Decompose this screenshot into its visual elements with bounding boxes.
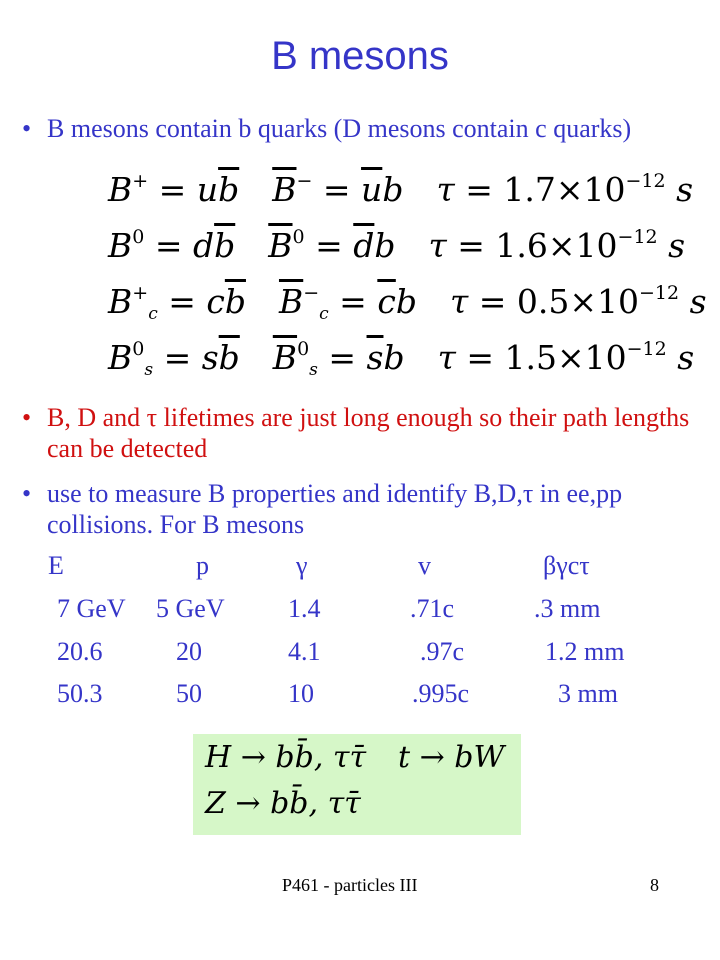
table-cell: .71c [410,594,455,623]
table-cell: 1.4 [288,594,321,623]
table-header: p [196,551,209,580]
lifetime-exponent: −12 [638,282,680,304]
quark: u [196,170,219,209]
quark: d [193,226,215,265]
page-number: 8 [650,875,659,895]
quark: c [206,282,225,321]
meson-subscript: c [319,304,329,324]
table-cell: 1.2 mm [545,637,625,666]
antiquark: $\overline{b}$ [214,226,236,265]
spacer [405,338,438,377]
antiquark: $\overline{s}$ [366,338,384,377]
equals-sign: = [312,170,362,209]
table-cell: .3 mm [534,594,601,623]
tau-symbol: τ [436,170,455,209]
decay-z: Z → bb̄, ττ̄ [205,786,361,821]
tau-symbol: τ [437,338,456,377]
spacer [417,282,450,321]
spacer [240,338,273,377]
equation-row [108,226,685,265]
meson-charge: + [132,170,149,192]
lifetime-value: = 1.7×10 [454,170,626,209]
lifetime-exponent: −12 [625,170,666,192]
antiquark: $\overline{b}$ [224,282,246,321]
table-cell: 50 [176,679,202,708]
table-header: E [48,551,64,580]
meson-charge: 0 [292,226,305,248]
antiquark: $\overline{u}$ [361,170,383,209]
quark: b [374,226,396,265]
meson-subscript: s [144,360,154,380]
table-cell: 10 [288,679,314,708]
equals-sign: = [328,282,378,321]
page-title: B mesons [271,34,449,78]
lifetime-unit: s [666,338,695,377]
antiquark: $\overline{c}$ [377,282,396,321]
decay-h: H → bb̄, ττ̄ [205,740,367,775]
footer-course: P461 - particles III [282,875,418,895]
bullet-dot: • [22,479,32,508]
table-cell: .995c [412,679,470,708]
table-cell: .97c [420,637,465,666]
meson-symbol: B [108,226,133,265]
spacer [396,226,429,265]
table-header: βγcτ [543,551,590,580]
antiquark: $\overline{b}$ [218,170,240,209]
meson-charge: − [296,170,313,192]
table-header: γ [296,551,308,580]
equation-row [108,170,693,209]
table-cell: 3 mm [558,679,618,708]
equals-sign: = [144,226,193,265]
lifetime-exponent: −12 [626,338,667,360]
equals-sign: = [317,338,367,377]
meson-charge: 0 [132,226,145,248]
meson-subscript: c [148,304,158,324]
table-cell: 5 GeV [156,594,225,623]
lifetime-unit: s [665,170,694,209]
bullet-dot: • [22,114,32,143]
antimeson-symbol: $\overline{B}$ [272,338,298,377]
quark: b [382,170,404,209]
meson-charge: 0 [132,338,145,360]
antiquark: $\overline{d}$ [353,226,375,265]
decay-t: t → bW [398,740,505,775]
meson-symbol: B [108,338,133,377]
antimeson-symbol: $\overline{B}$ [268,226,293,265]
table-cell: 50.3 [57,679,103,708]
quark: s [201,338,219,377]
meson-charge: 0 [297,338,310,360]
equals-sign: = [153,338,202,377]
table-cell: 20.6 [57,637,103,666]
bullet-text: B mesons contain b quarks (D mesons contain c quarks) [47,114,632,143]
antimeson-symbol: $\overline{B}$ [278,282,304,321]
equals-sign: = [157,282,207,321]
lifetime-value: = 1.5×10 [455,338,627,377]
quark: b [383,338,405,377]
meson-symbol: B [108,282,133,321]
decay-box [193,734,521,835]
spacer [246,282,279,321]
meson-subscript: s [309,360,318,380]
table-cell: 4.1 [288,637,321,666]
spacer [235,226,268,265]
equation-row [108,338,694,380]
spacer [403,170,436,209]
lifetime-unit: s [657,226,686,265]
tau-symbol: τ [449,282,469,321]
meson-charge: + [132,282,149,304]
table-cell: 7 GeV [57,594,126,623]
lifetime-exponent: −12 [617,226,658,248]
lifetime-unit: s [679,282,707,321]
equals-sign: = [304,226,354,265]
quark: b [395,282,417,321]
spacer [239,170,272,209]
equals-sign: = [148,170,197,209]
tau-symbol: τ [428,226,447,265]
table-header: v [418,551,431,580]
lifetime-value: = 0.5×10 [468,282,639,321]
meson-symbol: B [108,170,133,209]
antiquark: $\overline{b}$ [218,338,240,377]
antimeson-symbol: $\overline{B}$ [272,170,297,209]
bullet-text: use to measure B properties and identify B,D,τ in ee,pp collisions. For B mesons [47,479,623,539]
lifetime-value: = 1.6×10 [446,226,618,265]
meson-charge: − [303,282,320,304]
bullet-dot: • [22,403,32,432]
table-cell: 20 [176,637,202,666]
bullet-text: B, D and τ lifetimes are just long enough so their path lengths can be detected [47,403,690,463]
equation-row [108,282,707,324]
